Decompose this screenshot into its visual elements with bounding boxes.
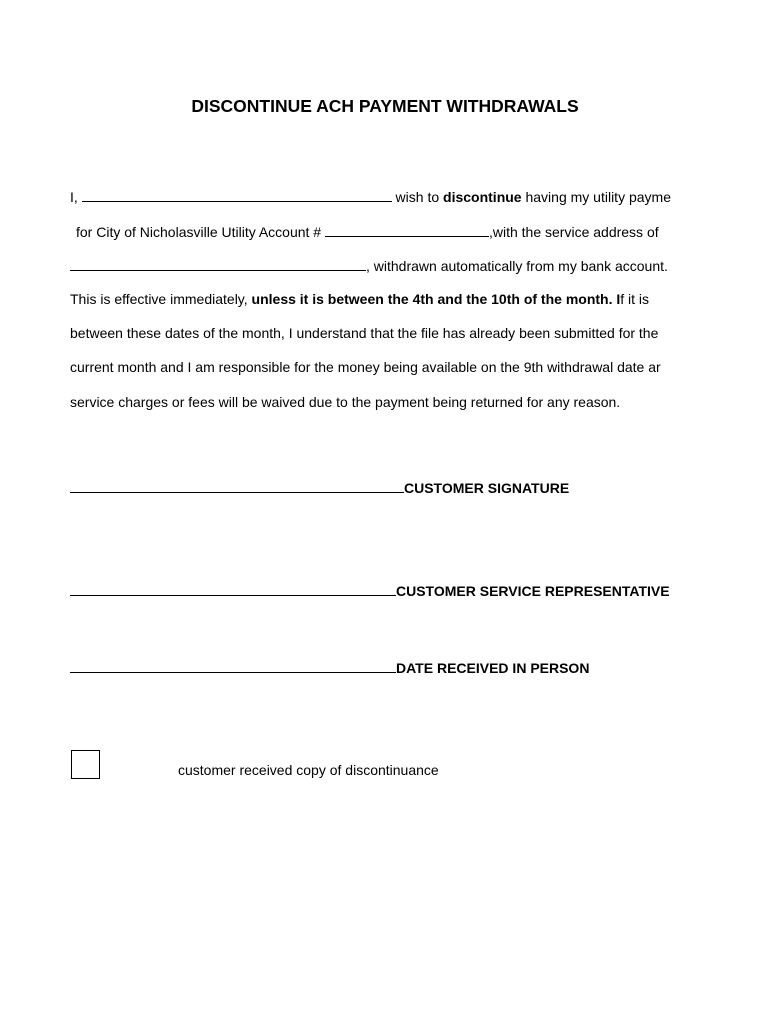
paragraph-line-5: between these dates of the month, I understand that the file has already been submitted for the bbox=[70, 325, 659, 341]
line3-suffix: , withdrawn automatically from my bank account. bbox=[366, 258, 668, 274]
paragraph-line-3 bbox=[70, 256, 770, 275]
service-address-field[interactable] bbox=[70, 256, 366, 271]
line4-bold: unless it is between the 4th and the 10th of the month. I bbox=[251, 291, 621, 307]
paragraph-line-2 bbox=[76, 222, 770, 241]
date-received-label: DATE RECEIVED IN PERSON bbox=[396, 660, 590, 676]
customer-signature-field[interactable] bbox=[70, 478, 404, 493]
document-title: DISCONTINUE ACH PAYMENT WITHDRAWALS bbox=[191, 96, 579, 116]
line4-text-b: f it is bbox=[620, 291, 650, 307]
line1-bold: discontinue bbox=[443, 189, 522, 205]
service-rep-label: CUSTOMER SERVICE REPRESENTATIVE bbox=[396, 583, 670, 599]
line1-text-a: wish to bbox=[391, 189, 444, 205]
copy-received-label: customer received copy of discontinuance bbox=[178, 762, 439, 778]
line4-text-a: This is effective immediately, bbox=[70, 291, 252, 307]
line2-suffix: ,with the service address of bbox=[488, 224, 659, 240]
date-received-row bbox=[70, 658, 770, 677]
account-number-field[interactable] bbox=[325, 222, 489, 237]
customer-signature-row bbox=[70, 478, 770, 497]
date-received-field[interactable] bbox=[70, 658, 396, 673]
paragraph-line-7: service charges or fees will be waived due to the payment being returned for any reason. bbox=[70, 394, 621, 410]
line1-text-b: having my utility payme bbox=[521, 189, 671, 205]
customer-name-field[interactable] bbox=[82, 187, 392, 202]
service-rep-row bbox=[70, 581, 770, 600]
line2-prefix: for City of Nicholasville Utility Account # bbox=[76, 224, 322, 240]
customer-signature-label: CUSTOMER SIGNATURE bbox=[404, 480, 570, 496]
paragraph-line-1 bbox=[70, 187, 770, 206]
paragraph-line-6: current month and I am responsible for the money being available on the 9th withdrawal date ar bbox=[70, 359, 661, 375]
line1-prefix: I, bbox=[70, 189, 78, 205]
service-rep-field[interactable] bbox=[70, 581, 396, 596]
copy-received-checkbox[interactable] bbox=[71, 750, 100, 779]
paragraph-line-4 bbox=[70, 290, 770, 308]
